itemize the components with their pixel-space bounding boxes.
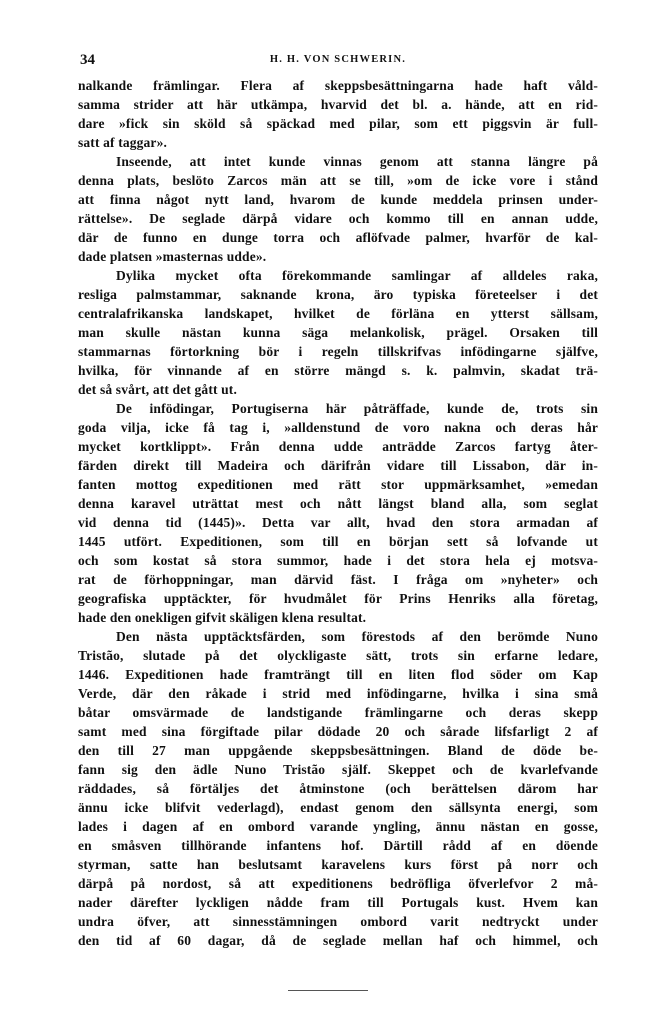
text-line: dade platsen »masternas udde». [78,249,267,264]
text-line: Tristão, slutade på det olyckligaste sätt, trots sin erfarne ledare, [78,648,598,663]
text-line: ännu icke blifvit vederlagd), endast genom den sällsynta energi, som [78,800,598,815]
text-line: styrman, satte han beslutsamt karavelens kurs först på norr och [78,857,598,872]
text-line: lades i dagen af en ombord varande yngling, ännu nästan en gosse, [78,819,598,834]
text-line: dare »fick sin sköld så späckad med pilar, som ett piggsvin är full- [78,116,598,131]
text-line: satt af taggar». [78,135,168,150]
text-line: och som kostat så stora summor, hade i det stora hela ej motsva- [78,553,598,568]
text-line: Den nästa upptäcktsfärden, som förestods af den berömde Nuno [116,629,598,644]
text-line: där de funno en dunge torra och aflöfvade palmer, hvarför de kal- [78,230,598,245]
text-line: den tid af 60 dagar, då de seglade mellan haf och himmel, och [78,933,598,948]
text-line: hvilka, för vinnande af en större mängd s. k. palmvin, skadat trä- [78,363,598,378]
page-number: 34 [80,52,95,68]
text-line: geografiska upptäckter, för hvudmålet för Prins Henriks alla företag, [78,591,598,606]
text-line: Verde, där den råkade i strid med infödingarne, hvilka i sina små [78,686,598,701]
text-line: den till 27 man uppgående skeppsbesättningen. Bland de döde be- [78,743,598,758]
text-line: undra öfver, att sinnesstämningen ombord varit nedtryckt under [78,914,598,929]
text-line: räddades, så förtäljes det åtminstone (och berättelsen därom har [78,781,598,796]
text-line: färden direkt till Madeira och därifrån vidare till Lissabon, där in- [78,458,598,473]
text-line: De infödingar, Portugiserna här påträffade, kunde de, trots sin [116,401,598,416]
text-line: nalkande främlingar. Flera af skeppsbesättningarna hade haft våld- [78,78,598,93]
body-text [78,76,598,950]
text-line: en småsven tillhörande infantens hof. Därtill rådd af en döende [78,838,598,853]
text-line: 1446. Expeditionen hade framträngt till en liten flod söder om Kap [78,667,598,682]
text-line: 1445 utfört. Expeditionen, som till en början sett så lofvande ut [78,534,598,549]
text-line: fann sig den ädle Nuno Tristão själf. Skeppet och de kvarlefvande [78,762,598,777]
text-line: mycket kortklippt». Från denna udde anträdde Zarcos fartyg åter- [78,439,598,454]
text-line: samma strider att här utkämpa, hvarvid det bl. a. hände, att en rid- [78,97,598,112]
text-line: fanten mottog expeditionen med rätt stor uppmärksamhet, »emedan [78,477,598,492]
text-line: det så svårt, att det gått ut. [78,382,237,397]
text-line: denna karavel uträttat mest och nått längst bland alla, som seglat [78,496,598,511]
running-head: H. H. VON SCHWERIN. [269,54,407,65]
text-line: båtar omsvärmade de landstigande främlingarne och deras skepp [78,705,598,720]
text-line: vid denna tid (1445)». Detta var allt, hvad den stora armadan af [78,515,598,530]
text-line: stammarnas förtorkning bör i regeln tillskrifvas infödingarne själfve, [78,344,598,359]
text-line: hade den onekligen gifvit skäligen klena resultat. [78,610,367,625]
text-line: att finna något nytt land, hvarom de kunde meddela prinsen under- [78,192,598,207]
footer-rule [288,990,368,991]
text-line: nader därefter lyckligen nådde fram till Portugals kust. Hvem kan [78,895,598,910]
text-line: Dylika mycket ofta förekommande samlingar af alldeles raka, [116,268,598,283]
text-line: rättelse». De seglade därpå vidare och kommo till en annan udde, [78,211,598,226]
text-line: därpå på nordost, så att expeditionens bedröfliga öfverlefvor 2 må- [78,876,598,891]
text-line: denna plats, beslöto Zarcos män att se till, »om de icke vore i stånd [78,173,598,188]
text-line: goda vilja, icke få tag i, »alldenstund de voro nakna och deras hår [78,420,598,435]
text-line: centralafrikanska landskapet, hvilket de förläna en ytterst sällsam, [78,306,598,321]
text-line: rat de förhoppningar, man därvid fäst. I fråga om »nyheter» och [78,572,598,587]
text-line: resliga palmstammar, saknande krona, äro typiska företeelser i det [78,287,598,302]
page-header [78,52,598,72]
text-line: man skulle nästan kunna säga melankolisk, prägel. Orsaken till [78,325,598,340]
text-line: samt med sina förgiftade pilar dödade 20 och sårade lifsfarligt 2 af [78,724,598,739]
text-line: Inseende, att intet kunde vinnas genom att stanna längre på [116,154,598,169]
